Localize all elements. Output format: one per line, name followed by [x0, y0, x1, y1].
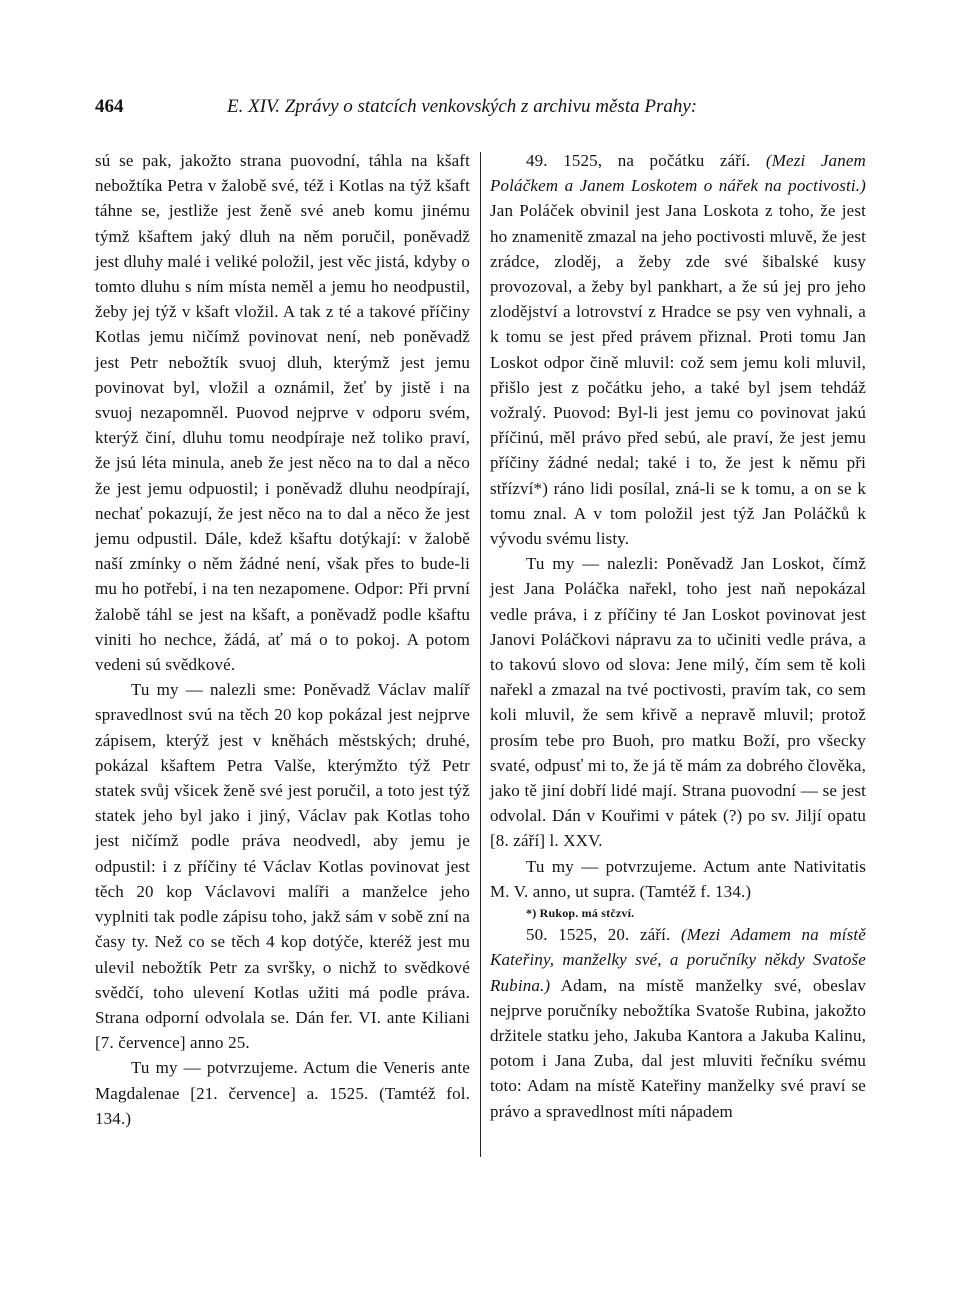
right-column — [490, 148, 866, 1124]
entry-50-body: Adam, na místě manželky své, obeslav nejprve poručníky nebožtíka Svatoše Rubina, jakožto držitele statku jeho, Jakuba Kantora a Jakuba Kalinu, potom i Jana Zuba, dal jest mluviti řečníku svému toto: Adam na místě Kateřiny manželky své praví se právo a spravedlnost míti nápadem — [490, 975, 866, 1121]
entry-49-body: Jan Poláček obvinil jest Jana Loskota z toho, že jest ho znamenitě zmazal na jeho poctivosti mluvě, že jest zrádce, zloděj, a žeby zde své šibalské kusy provozoval, a žeby byl pankhart, a že sú jej pro jeho zlodějství a lotrovství z Hradce se psy ven vyhnali, a k tomu se jest před právem přiznal. Proti tomu Jan Loskot odpor čině mluvil: což sem jemu koli mluvil, přišlo jest z počátku jeho, a také byl jsem tehdáž vožralý. Puovod: Byl-li jest jemu co povinovat jakú příčinú, měl právo před sebú, ale praví, že jest jemu příčiny žádné nedal; také i to, že jest k němu při střízví*) ráno lidi posílal, zná-li se k tomu, a on se k tomu znal. A v tom položil jest týž Jan Poláčků k vývodu svému listy. — [490, 201, 866, 549]
entry-49-title: (Mezi Janem Poláčkem a Janem Loskotem o nářek na poctivosti.) — [490, 151, 866, 196]
left-ruling-paragraph: Tu my — nalezli sme: Poněvadž Václav malíř spravedlnost svú na těch 20 kop pokázal jest nejprve zápisem, kterýž jest v kněhách městských; druhé, pokázal kšaftem Petra Valše, kterýmžto týž Petr statek svůj všicek ženě své jest poručil, a toto jest týž statek jeho byl jako i jiný, Václav pak Kotlas toho jest ničímž podle práva neodvedl, aby jemu je odpustil: i z příčiny té Václav Kotlas povinovat jest těch 20 kop Václavovi malíři a manželce jeho vyplniti tak podle zápisu toho, jakž sám v sobě zní na časy ty. Než co se těch 4 kop dotýče, kteréž jest mu ulevil nebožtík Petr za svršky, o nichž to svědkové svědčí, toho ulevení Kotlas užiti má podle práva. Strana odporní odvolala se. Dán fer. VI. ante Kiliani [7. července] anno 25. — [95, 680, 470, 1053]
entry-49-paragraph — [490, 148, 866, 551]
entry-50-heading: 50. 1525, 20. září. — [526, 925, 681, 945]
entry-49-ruling: Tu my — nalezli: Poněvadž Jan Loskot, čímž jest Jana Poláčka nařekl, toho jest naň nepokázal vedle práva, i z příčiny té Jan Loskot povinovat jest Janovi Poláčkovi nápravu za to učiniti vedle práva, a to takovú slovo od slova: Jene milý, čím sem tě koli nařekl a zmazal na tvé poctivosti, pravím tak, co sem koli mluvil, že sem křivě a nepravě mluvil; protož prosím tebe pro Buoh, pro matku Boží, pro všecky svaté, odpusť mi to, že já tě mám za dobrého člověka, jako tě jiní dobří lidé mají. Strana puovodní — se jest odvolal. Dán v Kouřimi v pátek (?) po sv. Jiljí opatu [8. září] l. XXV. — [490, 554, 866, 851]
entry-50-paragraph — [490, 922, 866, 1124]
page-header — [95, 96, 865, 126]
left-paragraph-1: sú se pak, jakožto strana puovodní, táhla na kšaft nebožtíka Petra v žalobě své, též i Kotlas na týž kšaft táhne se, jestliže jest ženě své aneb komu jinému týmž kšaftem jaký dluh na něm poručil, poněvadž jest dluhy malé i veliké položil, jest věc jistá, kdyby o tomto dluhu s ním místa neměl a jemu ho neodpustil, žeby jej týž v kšaft vložil. A tak z té a takové příčiny Kotlas jemu ničímž povinovat není, neb poněvadž jest Petr nebožtík svuoj dluh, kterýmž jest jemu povinovat byl, vložil a oznámil, žeť by jistě i na svuoj nezapomněl. Puovod nejprve v odporu svém, kterýž činí, dluhu tomu neodpíraje než toliko praví, že jsú léta minula, aneb že jest něco na to dal a něco že jest jemu odpuostil; i poněvadž dluhu neodpírají, nechať pokazují, že jest něco na to dal a něco že jest jemu odpustil. Dále, kdež kšaftu dotýkají: v žalobě naší zmínky o něm žádné není, však přes to bude-li mu ho potřebí, i na ten nezapomene. Odpor: Při první žalobě táhl se jest na kšaft, a poněvadž podle kšaftu viniti ho nechce, žádá, ať má o to pokoj. A potom vedeni sú svědkové. — [95, 151, 470, 675]
entry-49-heading: 49. 1525, na počátku září. — [526, 151, 766, 170]
page-number: 464 — [95, 96, 124, 117]
running-title: E. XIV. Zprávy o statcích venkovských z archivu města Prahy: — [227, 96, 698, 117]
column-divider — [480, 152, 481, 1157]
entry-49-confirmation: Tu my — potvrzujeme. Actum ante Nativitatis M. V. anno, ut supra. (Tamtéž f. 134.) — [490, 856, 866, 901]
entry-50-title: (Mezi Adamem na místě Kateřiny, manželky své, a poručníky někdy Svatoše Rubina.) — [490, 925, 866, 995]
left-column — [95, 148, 470, 1131]
left-confirmation-paragraph: Tu my — potvrzujeme. Actum die Veneris ante Magdalenae [21. července] a. 1525. (Tamtéž fol. 134.) — [95, 1058, 470, 1128]
footnote: *) Rukop. má stčzví. — [526, 906, 635, 921]
